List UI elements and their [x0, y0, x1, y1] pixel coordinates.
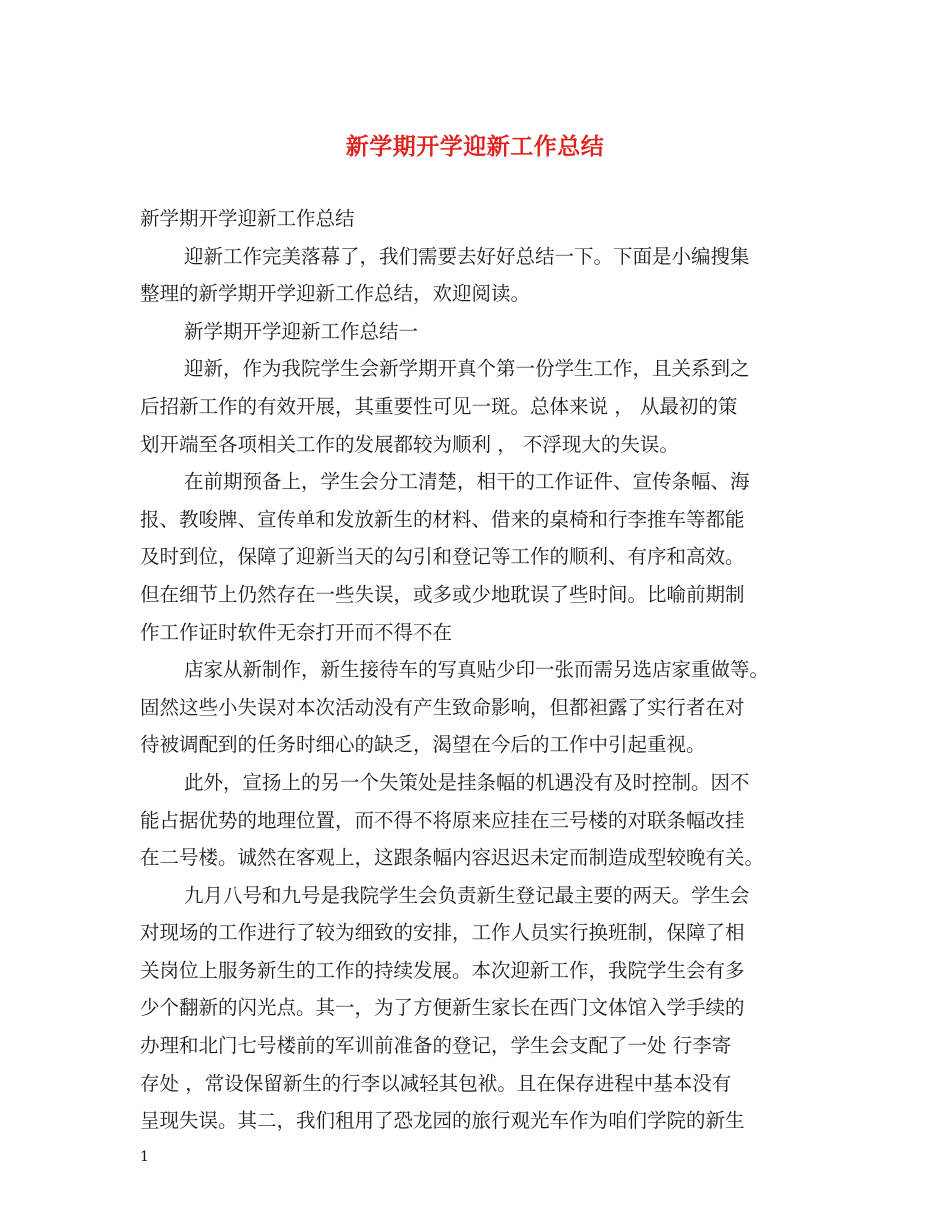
text-line: 作工作证时软件无奈打开而不得不在 [140, 620, 453, 644]
text-line: 划开端至各项相关工作的发展都较为顺利 ， 不浮现大的失误。 [140, 432, 679, 456]
text-line: 关岗位上服务新生的工作的持续发展。本次迎新工作，我院学生会有多 [140, 958, 745, 982]
text-line: 迎新工作完美落幕了，我们需要去好好总结一下。下面是小编搜集 [184, 244, 750, 268]
text-line: 报、教唆牌、宣传单和发放新生的材料、借来的桌椅和行李推车等都能 [140, 507, 745, 531]
text-line: 但在细节上仍然存在一些失误，或多或少地耽误了些时间。比喻前期制 [140, 582, 745, 606]
document-title: 新学期开学迎新工作总结 [345, 133, 605, 160]
text-line: 待被调配到的任务时细心的缺乏，渴望在今后的工作中引起重视。 [140, 733, 706, 757]
page-number: 1 [140, 1149, 149, 1165]
text-line: 此外，宣扬上的另一个失策处是挂条幅的机遇没有及时控制。因不 [184, 770, 750, 794]
text-line: 九月八号和九号是我院学生会负责新生登记最主要的两天。学生会 [184, 883, 750, 907]
document-body [140, 200, 820, 1140]
text-line: 在二号楼。诚然在客观上，这跟条幅内容迟迟未定而制造成型较晚有关。 [140, 846, 765, 870]
text-line: 店家从新制作，新生接待车的写真贴少印一张而需另选店家重做等。 [184, 658, 770, 682]
text-line: 在前期预备上，学生会分工清楚，相干的工作证件、宣传条幅、海 [184, 470, 750, 494]
text-line: 办理和北门七号楼前的军训前准备的登记，学生会支配了一处 行李寄 [140, 1034, 732, 1058]
text-line: 对现场的工作进行了较为细致的安排，工作人员实行换班制，保障了相 [140, 921, 745, 945]
text-line: 少个翻新的闪光点。其一，为了方便新生家长在西门文体馆入学手续的 [140, 996, 745, 1020]
text-line: 整理的新学期开学迎新工作总结，欢迎阅读。 [140, 282, 531, 306]
text-line: 后招新工作的有效开展，其重要性可见一斑。总体来说 ， 从最初的策 [140, 394, 738, 418]
text-line: 固然这些小失误对本次活动没有产生致命影响，但都袒露了实行者在对 [140, 695, 745, 719]
text-line: 能占据优势的地理位置，而不得不将原来应挂在三号楼的对联条幅改挂 [140, 808, 745, 832]
text-line: 存处 ，常设保留新生的行李以减轻其包袱。且在保存进程中基本没有 [140, 1071, 732, 1095]
text-line: 呈现失误。其二，我们租用了恐龙园的旅行观光车作为咱们学院的新生 [140, 1109, 745, 1133]
text-line: 新学期开学迎新工作总结 [140, 207, 355, 230]
text-line: 迎新，作为我院学生会新学期开真个第一份学生工作，且关系到之 [184, 357, 750, 381]
text-line: 新学期开学迎新工作总结一 [184, 319, 419, 343]
text-line: 及时到位，保障了迎新当天的勾引和登记等工作的顺利、有序和高效。 [140, 545, 745, 569]
